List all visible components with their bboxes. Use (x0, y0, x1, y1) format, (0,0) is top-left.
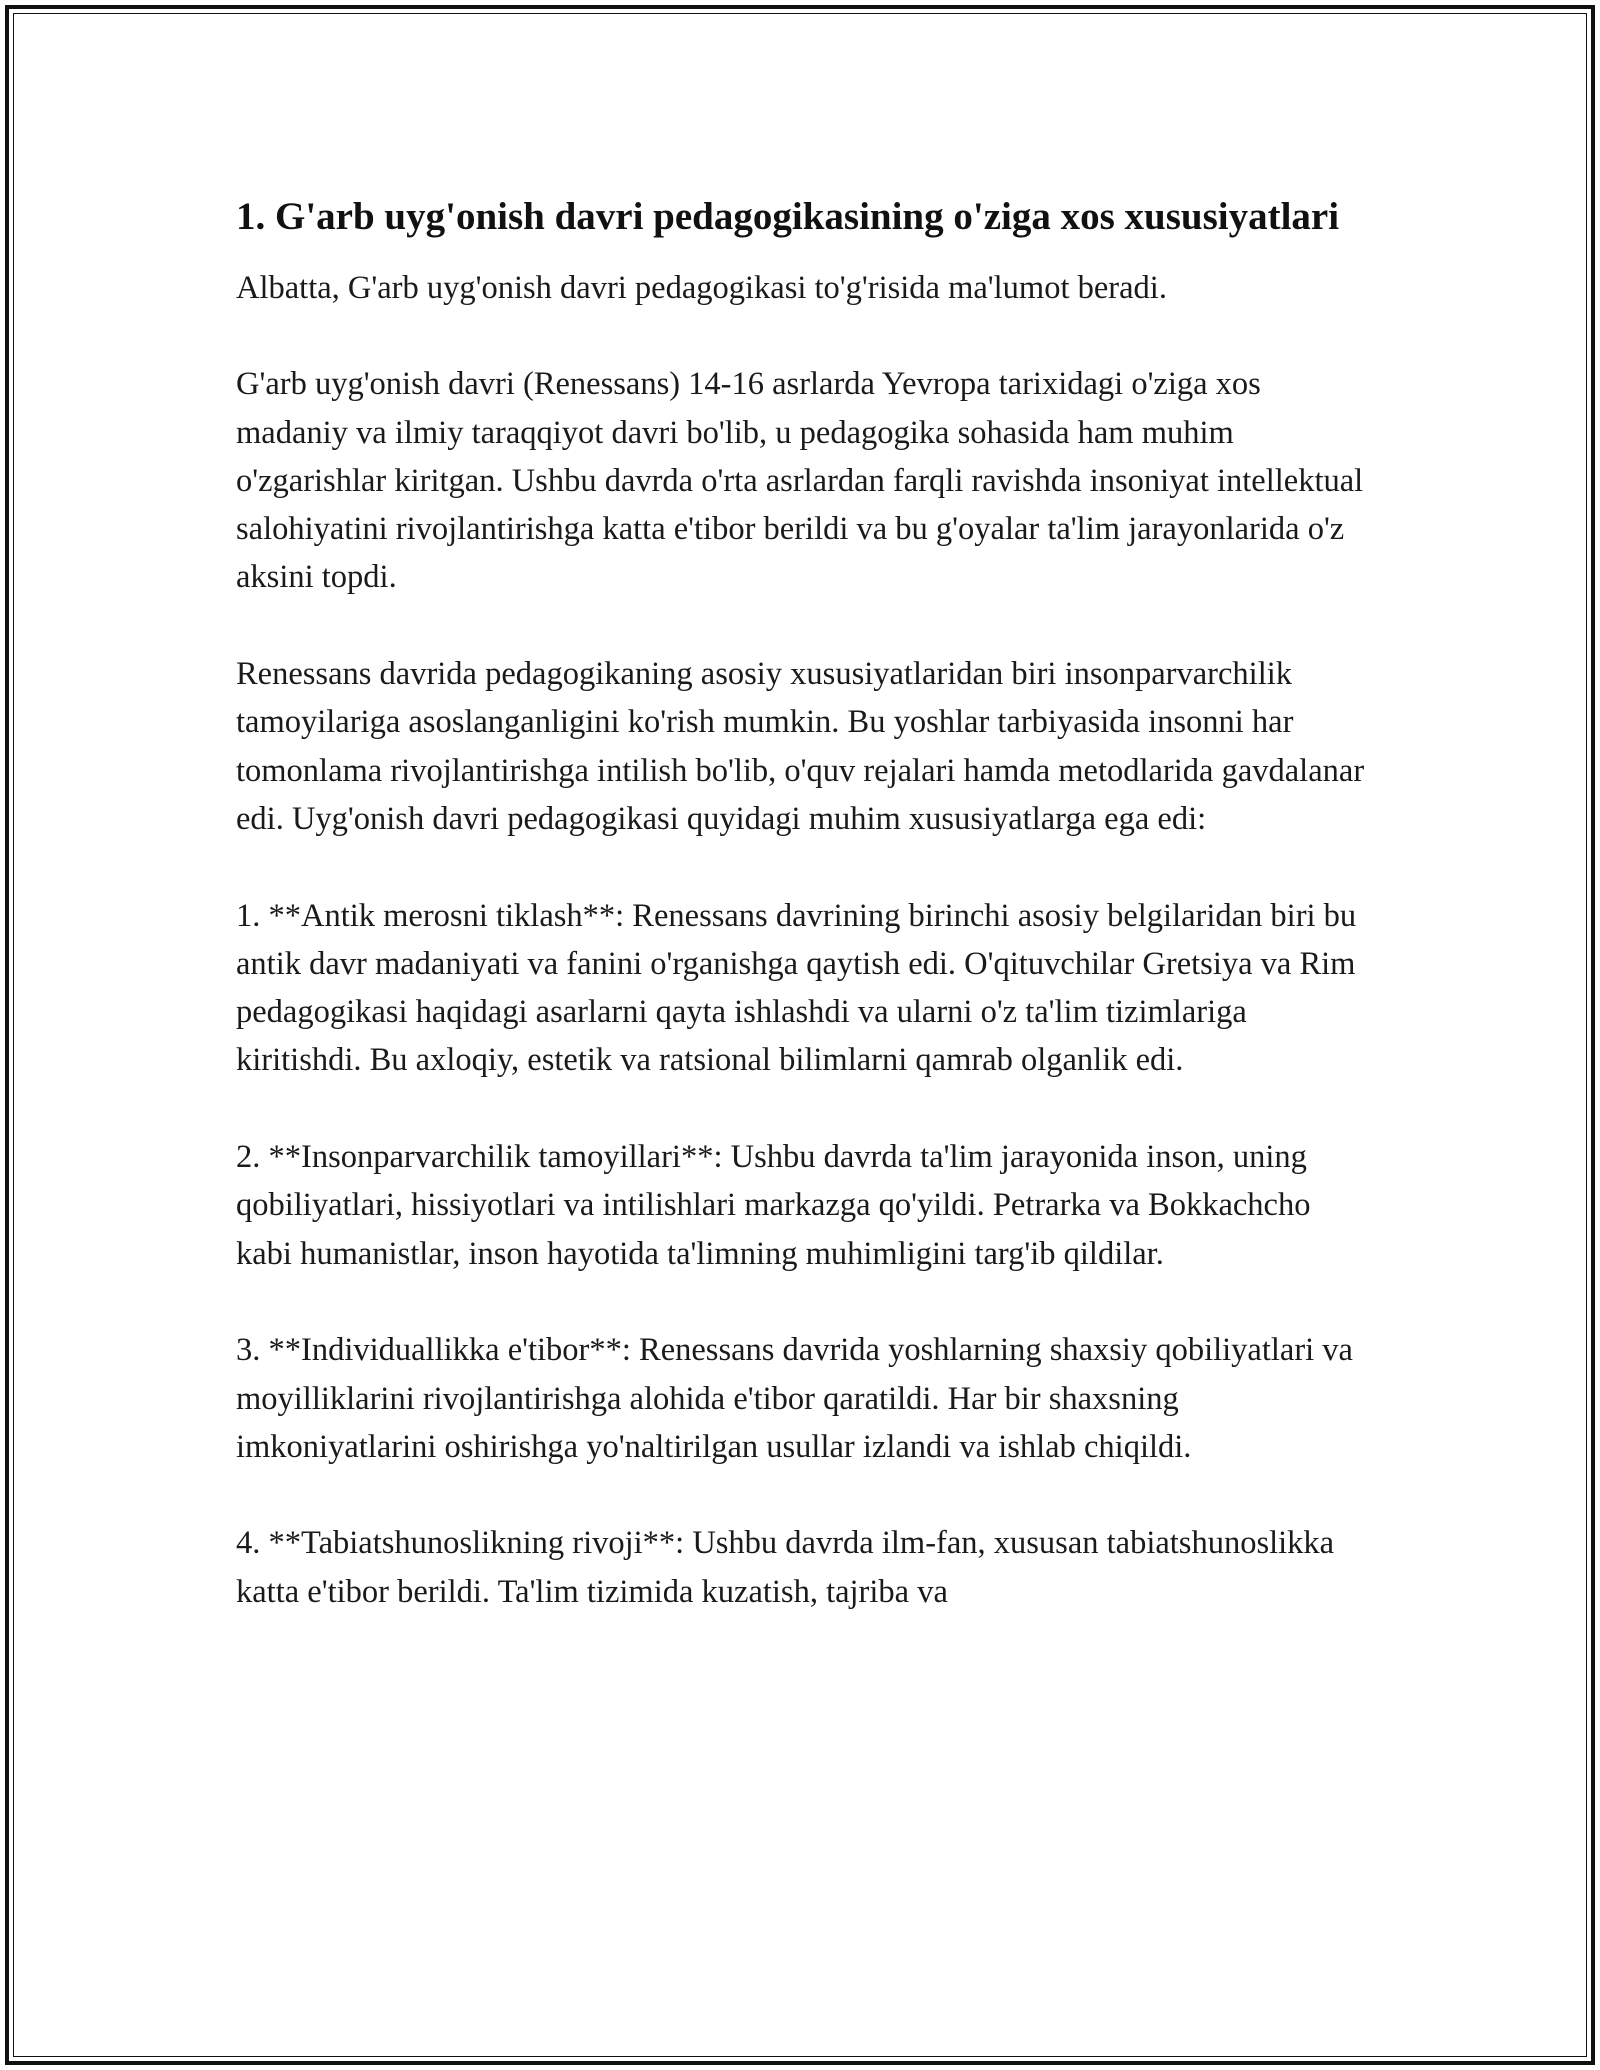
list-item-humanism-principles: 2. **Insonparvarchilik tamoyillari**: Ushbu davrda ta'lim jarayonida inson, uning qobiliyatlari, hissiyotlari va intilishlari markazga qo'yildi. Petrarka va Bokkachcho kabi humanistlar, inson hayotida ta'limning muhimligini targ'ib qildilar. (236, 1139, 1311, 1272)
paragraph-main-features: Renessans davrida pedagogikaning asosiy xususiyatlaridan biri insonparvarchilik tamoyilariga asoslanganligini ko'rish mumkin. Bu yoshlar tarbiyasida insonni har tomonlama rivojlantirishga intilish bo'lib, o'quv rejalari hamda metodlarida gavdalanar edi. Uyg'onish davri pedagogikasi quyidagi muhim xususiyatlarga ega edi: (236, 656, 1365, 837)
document-title: 1. G'arb uyg'onish davri pedagogikasining o'ziga xos xususiyatlari (236, 195, 1340, 238)
list-item-individuality: 3. **Individuallikka e'tibor**: Renessans davrida yoshlarning shaxsiy qobiliyatlari va moyilliklarini rivojlantirishga alohida e'tibor qaratildi. Har bir shaxsning imkoniyatlarini oshirishga yo'naltirilgan usullar izlandi va ishlab chiqildi. (236, 1332, 1353, 1465)
paragraph-intro: Albatta, G'arb uyg'onish davri pedagogikasi to'g'risida ma'lumot beradi. (236, 270, 1167, 306)
list-item-antique-heritage: 1. **Antik merosni tiklash**: Renessans davrining birinchi asosiy belgilaridan biri bu antik davr madaniyati va fanini o'rganishga qaytish edi. O'qituvchilar Gretsiya va Rim pedagogikasi haqidagi asarlarni qayta ishlashdi va ularni o'z ta'lim tizimlariga kiritishdi. Bu axloqiy, estetik va ratsional bilimlarni qamrab olganlik edi. (236, 897, 1357, 1079)
paragraph-renaissance-overview: G'arb uyg'onish davri (Renessans) 14-16 asrlarda Yevropa tarixidagi o'ziga xos madaniy va ilmiy taraqqiyot davri bo'lib, u pedagogika sohasida ham muhim o'zgarishlar kiritgan. Ushbu davrda o'rta asrlardan farqli ravishda insoniyat intellektual salohiyatini rivojlantirishga katta e'tibor berildi va bu g'oyalar ta'lim jarayonlarida o'z aksini topdi. (236, 366, 1364, 596)
list-item-natural-science: 4. **Tabiatshunoslikning rivoji**: Ushbu davrda ilm-fan, xususan tabiatshunoslikka katta e'tibor berildi. Ta'lim tizimida kuzatish, tajriba va (236, 1525, 1335, 1610)
document-body (236, 190, 1366, 1664)
